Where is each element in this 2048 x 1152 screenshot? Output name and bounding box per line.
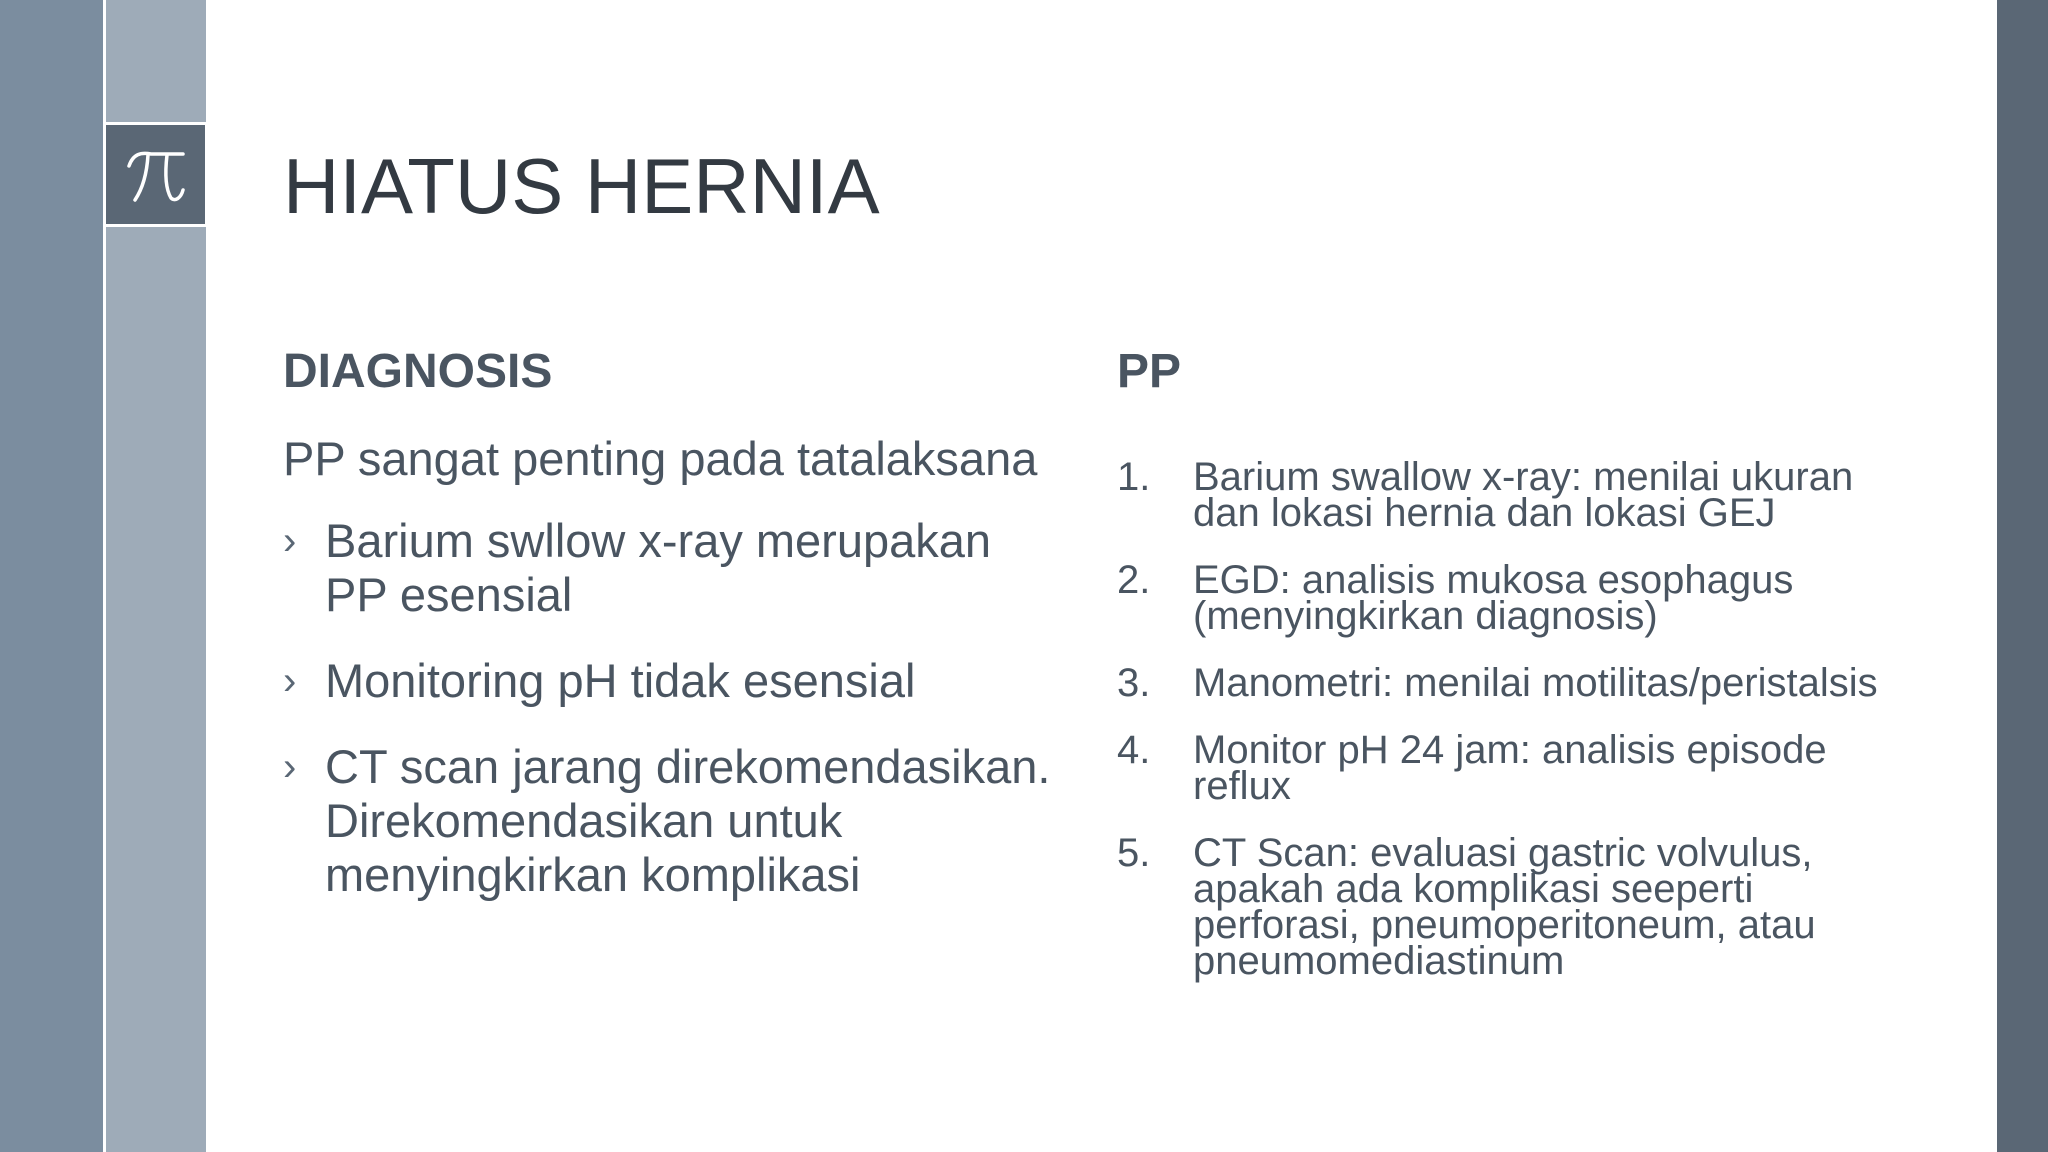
item-number: 3.	[1117, 661, 1151, 705]
list-item	[1117, 661, 1897, 705]
pi-symbol-icon	[121, 140, 191, 210]
list-item	[1117, 831, 1897, 983]
logo-box	[103, 122, 208, 227]
bullet-text: Barium swllow x-ray merupakan PP esensial	[325, 514, 992, 621]
bullet-text: CT scan jarang direkomendasikan. Direkomendasikan untuk menyingkirkan komplikasi	[325, 740, 1051, 901]
chevron-right-icon: ›	[283, 519, 297, 563]
bullet-text: Monitoring pH tidak esensial	[325, 654, 916, 707]
diagnosis-bullets	[283, 514, 1063, 902]
chevron-right-icon: ›	[283, 745, 297, 789]
list-item	[1117, 558, 1897, 638]
right-accent-stripe	[1997, 0, 2048, 1152]
item-text: CT Scan: evaluasi gastric volvulus, apakah ada komplikasi seeperti perforasi, pneumoperitoneum, atau pneumomediastinum	[1193, 831, 1816, 983]
item-number: 4.	[1117, 728, 1151, 772]
item-number: 5.	[1117, 831, 1151, 875]
pp-column	[1117, 342, 1897, 1010]
pp-heading: PP	[1117, 345, 1182, 398]
slide-title: HIATUS HERNIA	[283, 142, 880, 230]
diagnosis-column	[283, 342, 1063, 934]
list-item	[1117, 728, 1897, 808]
item-text: Monitor pH 24 jam: analisis episode reflux	[1193, 728, 1827, 808]
diagnosis-heading: DIAGNOSIS	[283, 345, 553, 398]
item-number: 1.	[1117, 455, 1151, 499]
item-text: EGD: analisis mukosa esophagus (menyingkirkan diagnosis)	[1193, 558, 1794, 638]
item-number: 2.	[1117, 558, 1151, 602]
bullet-item	[283, 654, 1063, 708]
item-text: Manometri: menilai motilitas/peristalsis	[1193, 661, 1878, 705]
diagnosis-lead: PP sangat penting pada tatalaksana	[283, 432, 1038, 485]
left-accent-stripe	[0, 0, 103, 1152]
bullet-item	[283, 514, 1063, 622]
pp-numbered-list	[1117, 455, 1897, 983]
item-text: Barium swallow x-ray: menilai ukuran dan lokasi hernia dan lokasi GEJ	[1193, 455, 1854, 535]
chevron-right-icon: ›	[283, 659, 297, 703]
bullet-item	[283, 740, 1063, 902]
list-item	[1117, 455, 1897, 535]
